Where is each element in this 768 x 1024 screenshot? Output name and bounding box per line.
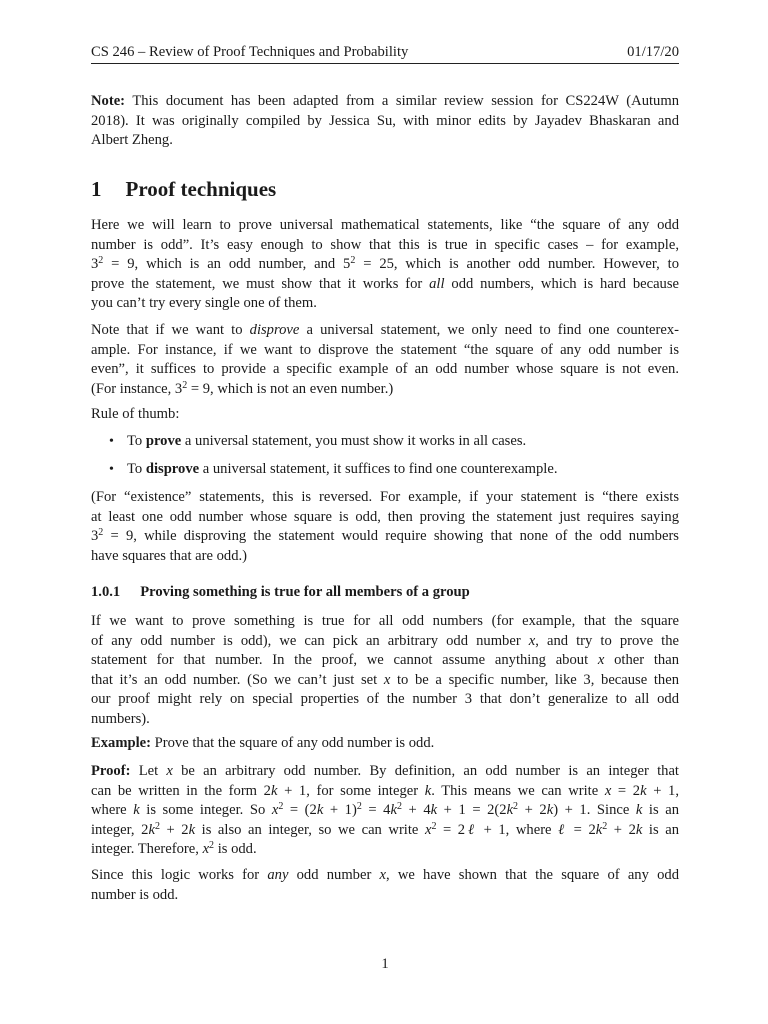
- text-line: have squares that are odd.): [91, 547, 248, 564]
- text-line: number is odd.: [91, 886, 179, 903]
- text-line: where k is some integer. So $x^2 = (2k + 1)^2 = 4k^2 + 4k + 1 = 2(2k^2 + 2k) + 1$. Since k is an: [91, 801, 680, 818]
- section-heading: [91, 176, 276, 202]
- header-date: 01/17/20: [627, 44, 679, 60]
- text-line: If we want to prove something is true for all odd numbers (for example, that the square: [91, 613, 679, 629]
- text-line: Note that if we want to disprove a universal statement, we only need to find one counterex-: [91, 322, 679, 338]
- text-line: statement for that number. In the proof, we cannot assume anything about x other than: [91, 652, 679, 668]
- text-line: ample. For instance, if we want to disprove the statement “the square of any odd number is: [91, 341, 679, 358]
- text-line: Since this logic works for any odd number x, we have shown that the square of any odd: [91, 867, 679, 883]
- text-line: at least one odd number whose square is odd, then proving the statement just requires saying: [91, 508, 679, 525]
- text-line: $3^2 = 9$, while disproving the statement would require showing that none of the odd numbers: [91, 527, 679, 544]
- header-course-title: CS 246 – Review of Proof Techniques and Probability: [91, 44, 409, 60]
- text-line: number is odd”. It’s easy enough to show that this is true in specific cases – for example,: [91, 236, 679, 253]
- bullet-icon: •: [109, 434, 114, 449]
- text-line: you can’t try every single one of them.: [91, 295, 317, 311]
- running-header: [91, 43, 679, 61]
- text-line: integer, $2k^2 + 2k$ is also an integer, so we can write $x^2$ = 2ℓ + 1, where ℓ = $2k^2 + 2k$ is an: [91, 820, 680, 838]
- bullet-icon: •: [109, 462, 114, 477]
- note-label: Note:: [91, 93, 126, 109]
- subsection-number: 1.0.1: [91, 584, 121, 600]
- text-line: even”, it suffices to provide a specific example of an odd number whose square is not even.: [91, 361, 679, 377]
- text-line: our proof might rely on special properties of the number 3 that don’t generalize to all odd: [91, 691, 679, 707]
- example-label: Example:: [91, 735, 151, 751]
- note-line: 2018). It was originally compiled by Jessica Su, with minor edits by Jayadev Bhaskaran and: [91, 112, 679, 129]
- section-number: 1: [91, 177, 102, 201]
- proof-paragraph: [91, 762, 679, 860]
- header-rule: [91, 63, 679, 64]
- text-line: integer. Therefore, $x^2$ is odd.: [91, 840, 257, 857]
- existence-paragraph: [91, 488, 679, 566]
- text-line: prove the statement, we must show that it works for all odd numbers, which is hard because: [91, 275, 679, 292]
- text-line: that it’s an odd number. (So we can’t just set x to be a specific number, like 3, because then: [91, 671, 679, 688]
- note-line: This document has been adapted from a similar review session for CS224W (Autumn: [125, 93, 679, 109]
- text-line: $3^2 = 9$, which is an odd number, and $5^2 = 25$, which is another odd number. However, to: [91, 255, 680, 272]
- subsection-title: Proving something is true for all members of a group: [140, 584, 470, 600]
- text-line: of any odd number is odd), we can pick an arbitrary odd number x, and try to prove the: [91, 632, 679, 649]
- text-line: numbers).: [91, 710, 150, 727]
- note-line: Albert Zheng.: [91, 132, 173, 148]
- section-title: Proof techniques: [125, 177, 277, 201]
- example-paragraph: Example: Prove that the square of any odd number is odd.: [91, 735, 435, 751]
- rule-of-thumb-label: Rule of thumb:: [91, 406, 180, 422]
- text-line: (For “existence” statements, this is reversed. For example, if your statement is “there exists: [91, 489, 679, 505]
- page-number: 1: [381, 956, 389, 972]
- bullet-item: • To disprove a universal statement, it suffices to find one counterexample.: [109, 461, 558, 477]
- conclusion-paragraph: [91, 866, 679, 905]
- arbitrary-member-paragraph: [91, 612, 679, 729]
- text-line: Proof: Let x be an arbitrary odd number. By definition, an odd number is an integer that: [91, 763, 679, 779]
- text-line: (For instance, $3^2 = 9$, which is not an even number.): [91, 379, 394, 397]
- note-paragraph: [91, 92, 679, 151]
- text-line: can be written in the form 2k + 1, for some integer k. This means we can write x = 2k + 1,: [91, 782, 680, 799]
- text-line: Here we will learn to prove universal mathematical statements, like “the square of any odd: [91, 217, 679, 233]
- bullet-item: • To prove a universal statement, you must show it works in all cases.: [109, 433, 527, 449]
- bullet-list: [109, 432, 669, 488]
- subsection-heading: [91, 583, 470, 602]
- intro-paragraph: [91, 216, 679, 314]
- disprove-paragraph: [91, 321, 679, 399]
- proof-label: Proof:: [91, 763, 131, 779]
